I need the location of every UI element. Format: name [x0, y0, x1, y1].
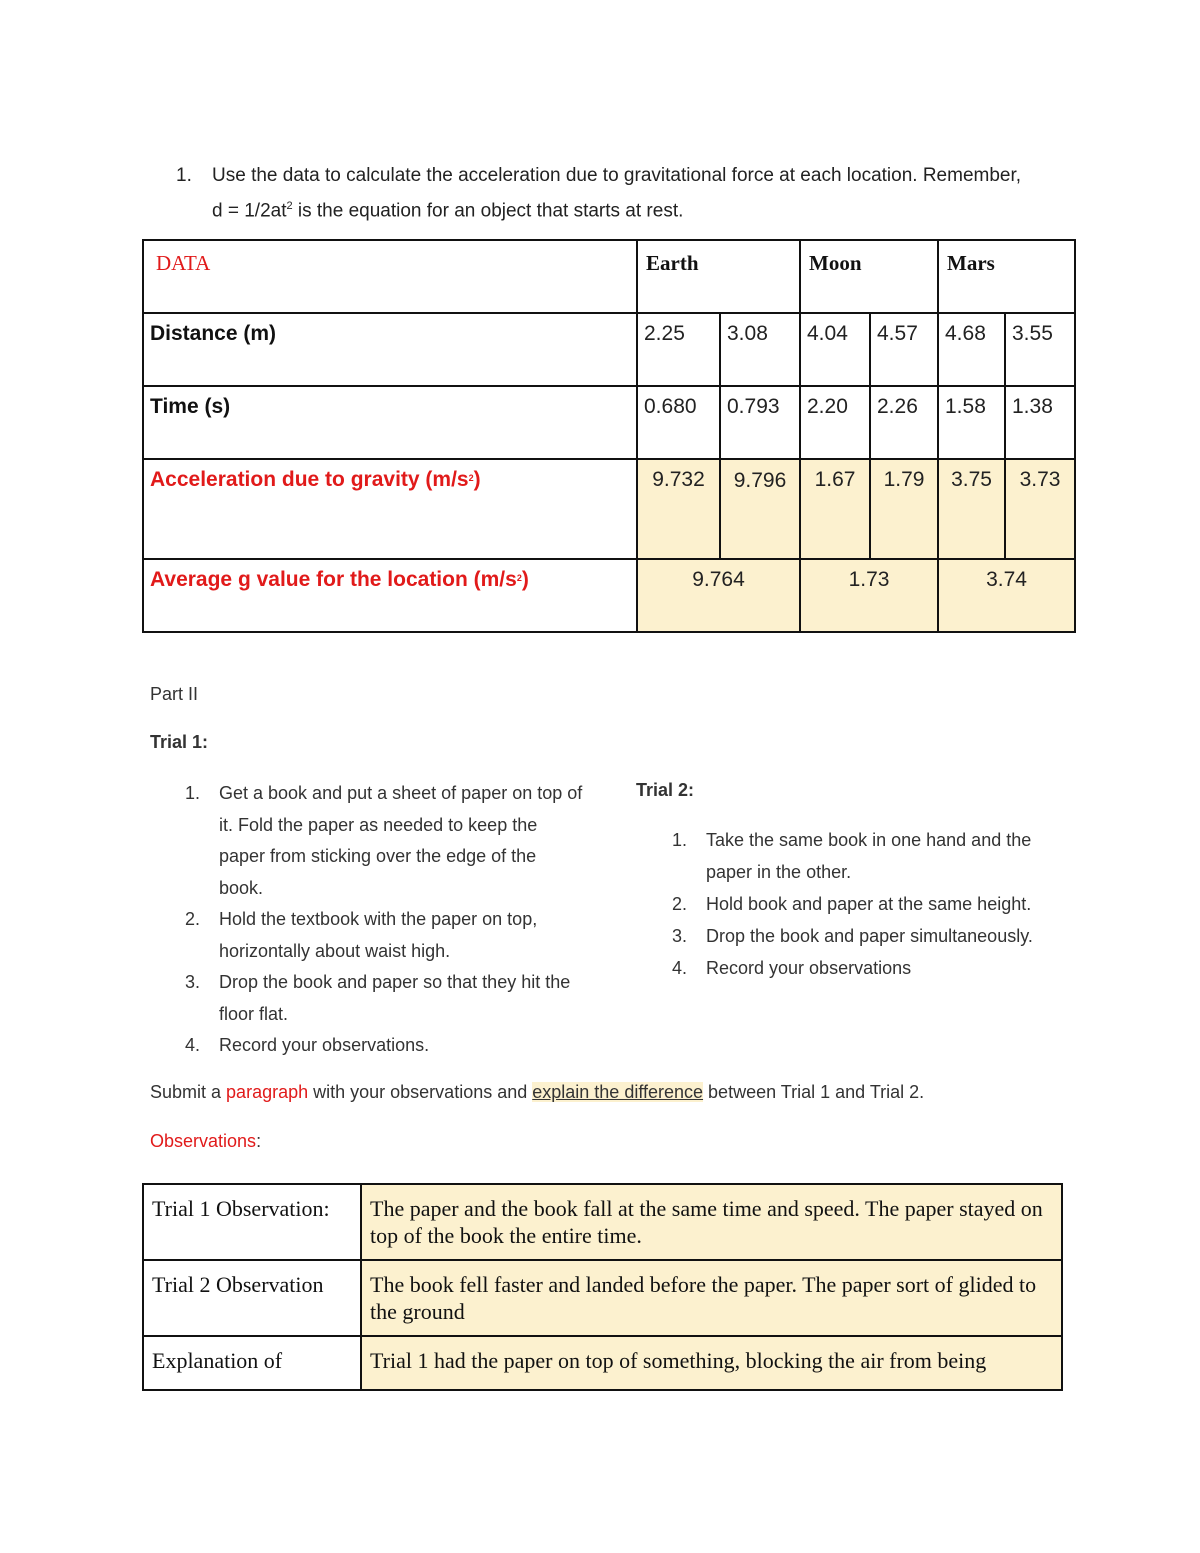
table-row — [143, 1336, 1062, 1390]
table-row-distance — [143, 313, 1075, 386]
trial-2-heading: Trial 2: — [636, 780, 695, 800]
table-row — [143, 1260, 1062, 1336]
table-cell: 3.74 — [938, 559, 1075, 632]
table-cell: 1.58 — [938, 386, 1005, 459]
table-cell: 0.680 — [637, 386, 720, 459]
data-header-cell: DATA — [143, 240, 637, 313]
table-cell: 9.796 — [720, 459, 800, 559]
table-cell: 3.75 — [938, 459, 1005, 559]
question-1 — [176, 160, 1076, 226]
observation-answer: The paper and the book fall at the same time and speed. The paper stayed on top of the book the entire time. — [361, 1184, 1062, 1260]
table-cell: 4.04 — [800, 313, 870, 386]
table-cell: 3.73 — [1005, 459, 1075, 559]
table-cell: 2.20 — [800, 386, 870, 459]
question-line-2: $d = 1/2at^2$ is the equation for an object that starts at rest. — [212, 200, 684, 222]
table-cell: 9.732 — [637, 459, 720, 559]
table-cell: 1.67 — [800, 459, 870, 559]
trial-2-steps — [672, 824, 1042, 984]
question-number: 1. — [176, 165, 192, 186]
table-cell: 0.793 — [720, 386, 800, 459]
table-row-acceleration — [143, 459, 1075, 559]
earth-header-cell: Earth — [637, 240, 800, 313]
table-cell: 3.08 — [720, 313, 800, 386]
table-header-row — [143, 240, 1075, 313]
table-row-time — [143, 386, 1075, 459]
list-item: 2. Hold the textbook with the paper on top, horizontally about waist high. — [185, 909, 538, 961]
list-item: 2. Hold book and paper at the same height. — [672, 894, 1032, 914]
table-row — [143, 1184, 1062, 1260]
observation-label: Trial 2 Observation — [143, 1260, 361, 1336]
question-line-1: Use the data to calculate the acceleration due to gravitational force at each location. Remember, — [212, 165, 1022, 186]
table-row-average — [143, 559, 1075, 632]
observations-table — [142, 1183, 1063, 1391]
list-item: 4. Record your observations — [672, 958, 912, 978]
observation-label: Trial 1 Observation: — [143, 1184, 361, 1260]
table-cell: 3.55 — [1005, 313, 1075, 386]
trial-1-heading: Trial 1: — [150, 732, 209, 752]
gravity-data-table — [142, 239, 1076, 633]
part-2-title: Part II — [150, 684, 199, 704]
list-item: 1. Take the same book in one hand and the paper in the other. — [672, 830, 1032, 882]
question-text — [212, 160, 1076, 226]
distance-label: Distance (m) — [143, 313, 637, 386]
observation-answer: The book fell faster and landed before the paper. The paper sort of glided to the ground — [361, 1260, 1062, 1336]
observation-label: Explanation of — [143, 1336, 361, 1390]
time-label: Time (s) — [143, 386, 637, 459]
trial-1-steps — [185, 778, 585, 1062]
table-cell: 9.764 — [637, 559, 800, 632]
table-cell: 4.68 — [938, 313, 1005, 386]
list-item: 3. Drop the book and paper so that they hit the floor flat. — [185, 972, 571, 1024]
table-cell: 1.38 — [1005, 386, 1075, 459]
average-label: Average g value for the location $(m/s^2)$ — [143, 559, 637, 632]
paragraph-word: paragraph — [226, 1082, 309, 1102]
mars-header-cell: Mars — [938, 240, 1075, 313]
table-cell: 2.26 — [870, 386, 938, 459]
submit-instructions: Submit a paragraph with your observations and explain the difference between Trial 1 and Trial 2. — [150, 1082, 925, 1102]
explain-difference-highlight: explain the difference — [532, 1082, 704, 1102]
list-item: 3. Drop the book and paper simultaneously. — [672, 926, 1033, 946]
table-cell: 1.73 — [800, 559, 938, 632]
table-cell: 2.25 — [637, 313, 720, 386]
list-item: 1. Get a book and put a sheet of paper on top of it. Fold the paper as needed to keep the paper from sticking over the edge of the book. — [185, 783, 583, 898]
moon-header-cell: Moon — [800, 240, 938, 313]
table-cell: 1.79 — [870, 459, 938, 559]
observations-heading: Observations: — [150, 1131, 262, 1151]
observation-answer: Trial 1 had the paper on top of something, blocking the air from being — [361, 1336, 1062, 1390]
acceleration-label: Acceleration due to gravity $(m/s^2)$ — [143, 459, 637, 559]
table-cell: 4.57 — [870, 313, 938, 386]
list-item: 4. Record your observations. — [185, 1035, 430, 1055]
